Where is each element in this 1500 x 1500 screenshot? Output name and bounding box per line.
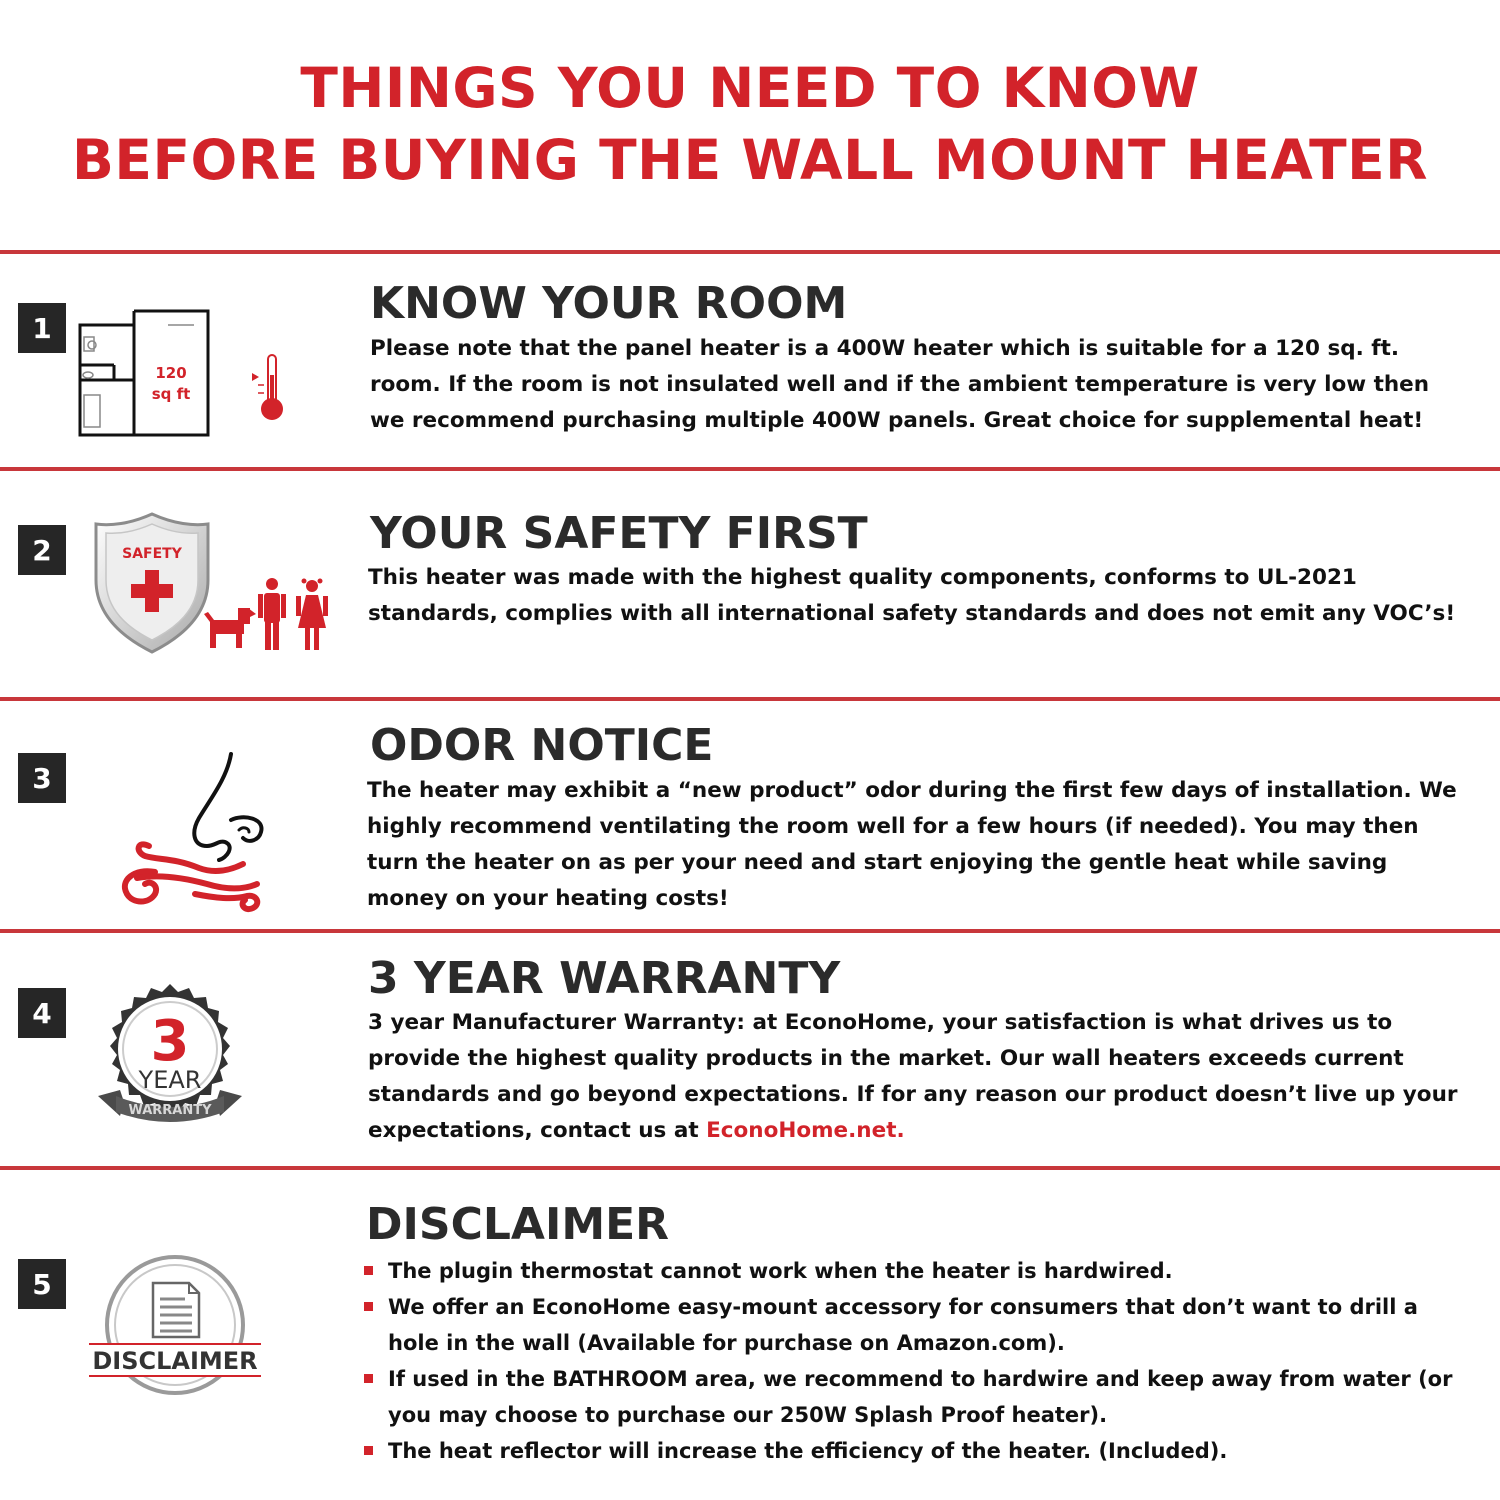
section-heading: DISCLAIMER	[366, 1199, 670, 1250]
section-heading: YOUR SAFETY FIRST	[370, 508, 868, 559]
section-number-badge: 5	[18, 1259, 66, 1309]
divider	[0, 467, 1500, 471]
list-item	[362, 1253, 1472, 1289]
section-body-text: 3 year Manufacturer Warranty: at EconoHome, your satisfaction is what drives us to provide the highest quality products in the market. Our wall heaters exceeds current standards and go beyond expectations. If for any reason our product doesn’t live up your expectations, contact us at	[368, 1010, 1458, 1143]
divider	[0, 929, 1500, 933]
section-heading: ODOR NOTICE	[370, 720, 714, 771]
section-number-badge: 1	[18, 303, 66, 353]
nose-odor-icon	[115, 748, 275, 918]
section-body: This heater was made with the highest quality components, conforms to UL-2021 standards, complies with all international safety standards and does not emit any VOC’s!	[368, 565, 1456, 626]
bullet-square-icon	[364, 1446, 373, 1455]
bullet-square-icon	[364, 1266, 373, 1275]
list-item	[362, 1289, 1472, 1361]
divider	[0, 1166, 1500, 1170]
disclaimer-label: DISCLAIMER	[92, 1347, 258, 1375]
warranty-year-label: YEAR	[138, 1066, 202, 1094]
floor-plan-thermometer-icon	[72, 305, 312, 440]
bullet-square-icon	[364, 1302, 373, 1311]
list-item	[362, 1361, 1472, 1433]
section-body: Please note that the panel heater is a 400W heater which is suitable for a 120 sq. ft. room. If the room is not insulated well and if the ambient temperature is very low then we recommend purchasing multiple 400W panels. Great choice for supplemental heat!	[370, 336, 1430, 433]
section-number-badge: 4	[18, 988, 66, 1038]
disclaimer-list	[362, 1253, 1472, 1469]
warranty-ribbon-label: WARRANTY	[128, 1103, 212, 1118]
bullet-square-icon	[364, 1374, 373, 1383]
warranty-years-number: 3	[150, 1009, 190, 1074]
safety-shield-family-icon	[90, 510, 340, 658]
safety-label: SAFETY	[122, 546, 182, 562]
section-number-badge: 2	[18, 525, 66, 575]
list-item-text: We offer an EconoHome easy-mount accessory for consumers that don’t want to drill a hole in the wall (Available for purchase on Amazon.com).	[388, 1295, 1418, 1355]
section-body: The heater may exhibit a “new product” odor during the first few days of installation. We highly recommend ventilating the room well for a few hours (if needed). You may then turn the heater on as per your need and start enjoying the gentle heat while saving money on your heating costs!	[367, 778, 1457, 911]
list-item	[362, 1433, 1472, 1469]
disclaimer-document-icon	[85, 1255, 265, 1400]
list-item-text: If used in the BATHROOM area, we recommend to hardwire and keep away from water (or you may choose to purchase our 250W Splash Proof heater).	[388, 1367, 1453, 1427]
section-heading: 3 YEAR WARRANTY	[368, 953, 841, 1004]
room-size-unit: sq ft	[151, 385, 191, 403]
section-number-badge: 3	[18, 753, 66, 803]
page-title-line-2: BEFORE BUYING THE WALL MOUNT HEATER	[71, 128, 1429, 192]
page-title-line-1: THINGS YOU NEED TO KNOW	[300, 56, 1200, 120]
divider	[0, 697, 1500, 701]
list-item-text: The heat reflector will increase the efficiency of the heater. (Included).	[388, 1439, 1228, 1463]
section-body	[368, 1005, 1468, 1149]
econohome-link[interactable]: EconoHome.net.	[706, 1118, 905, 1143]
room-size-label: 120	[155, 364, 187, 382]
divider	[0, 250, 1500, 254]
list-item-text: The plugin thermostat cannot work when the heater is hardwired.	[388, 1259, 1173, 1283]
warranty-seal-icon	[90, 978, 250, 1138]
section-heading: KNOW YOUR ROOM	[370, 278, 848, 329]
page-title	[0, 52, 1500, 196]
